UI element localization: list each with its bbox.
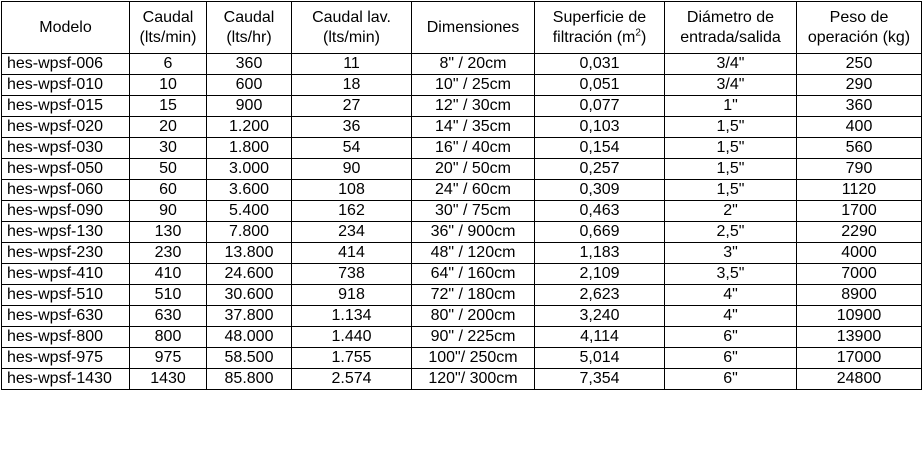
cell-superficie: 7,354 bbox=[535, 369, 665, 390]
cell-caudal-hr: 360 bbox=[207, 54, 292, 75]
cell-caudal-lav: 234 bbox=[292, 222, 412, 243]
header-row bbox=[2, 2, 922, 54]
cell-diametro: 2" bbox=[665, 201, 797, 222]
cell-superficie: 1,183 bbox=[535, 243, 665, 264]
cell-peso: 10900 bbox=[797, 306, 922, 327]
cell-caudal-hr: 37.800 bbox=[207, 306, 292, 327]
header-caudal-lav bbox=[292, 2, 412, 54]
cell-diametro: 2,5" bbox=[665, 222, 797, 243]
header-label: Diámetro de bbox=[686, 8, 775, 26]
cell-caudal-lav: 11 bbox=[292, 54, 412, 75]
header-unit-text: filtración (m bbox=[552, 28, 636, 46]
cell-caudal-min: 6 bbox=[130, 54, 207, 75]
cell-peso: 360 bbox=[797, 96, 922, 117]
cell-modelo: hes-wpsf-1430 bbox=[2, 369, 130, 390]
cell-dimensiones: 20" / 50cm bbox=[412, 159, 535, 180]
header-unit-superscript: 2 bbox=[635, 27, 641, 39]
cell-modelo: hes-wpsf-975 bbox=[2, 348, 130, 369]
cell-superficie: 0,463 bbox=[535, 201, 665, 222]
cell-modelo: hes-wpsf-010 bbox=[2, 75, 130, 96]
cell-caudal-lav: 54 bbox=[292, 138, 412, 159]
cell-caudal-lav: 1.755 bbox=[292, 348, 412, 369]
cell-peso: 2290 bbox=[797, 222, 922, 243]
header-label: Modelo bbox=[39, 18, 92, 36]
cell-modelo: hes-wpsf-410 bbox=[2, 264, 130, 285]
cell-superficie: 4,114 bbox=[535, 327, 665, 348]
table-body bbox=[2, 54, 922, 390]
cell-caudal-min: 15 bbox=[130, 96, 207, 117]
cell-caudal-hr: 600 bbox=[207, 75, 292, 96]
cell-dimensiones: 8" / 20cm bbox=[412, 54, 535, 75]
cell-caudal-min: 230 bbox=[130, 243, 207, 264]
cell-dimensiones: 12" / 30cm bbox=[412, 96, 535, 117]
cell-caudal-lav: 738 bbox=[292, 264, 412, 285]
header-unit: entrada/salida bbox=[680, 28, 781, 46]
cell-superficie: 0,669 bbox=[535, 222, 665, 243]
cell-superficie: 0,031 bbox=[535, 54, 665, 75]
cell-caudal-lav: 2.574 bbox=[292, 369, 412, 390]
table-row bbox=[2, 264, 922, 285]
cell-caudal-lav: 36 bbox=[292, 117, 412, 138]
header-diametro bbox=[665, 2, 797, 54]
cell-caudal-hr: 48.000 bbox=[207, 327, 292, 348]
header-unit-close: ) bbox=[640, 28, 647, 46]
cell-peso: 4000 bbox=[797, 243, 922, 264]
header-dimensiones bbox=[412, 2, 535, 54]
cell-caudal-lav: 90 bbox=[292, 159, 412, 180]
cell-diametro: 6" bbox=[665, 369, 797, 390]
header-modelo bbox=[2, 2, 130, 54]
cell-peso: 13900 bbox=[797, 327, 922, 348]
cell-caudal-min: 1430 bbox=[130, 369, 207, 390]
header-label: Superficie de bbox=[552, 8, 647, 26]
cell-superficie: 0,309 bbox=[535, 180, 665, 201]
table-row bbox=[2, 222, 922, 243]
cell-dimensiones: 72" / 180cm bbox=[412, 285, 535, 306]
cell-superficie: 0,154 bbox=[535, 138, 665, 159]
cell-peso: 8900 bbox=[797, 285, 922, 306]
cell-caudal-min: 60 bbox=[130, 180, 207, 201]
cell-peso: 24800 bbox=[797, 369, 922, 390]
cell-caudal-lav: 918 bbox=[292, 285, 412, 306]
cell-caudal-min: 630 bbox=[130, 306, 207, 327]
header-unit: (lts/hr) bbox=[226, 28, 272, 46]
cell-caudal-min: 50 bbox=[130, 159, 207, 180]
cell-caudal-min: 20 bbox=[130, 117, 207, 138]
cell-caudal-lav: 414 bbox=[292, 243, 412, 264]
cell-caudal-hr: 5.400 bbox=[207, 201, 292, 222]
cell-caudal-hr: 30.600 bbox=[207, 285, 292, 306]
cell-caudal-hr: 24.600 bbox=[207, 264, 292, 285]
cell-modelo: hes-wpsf-090 bbox=[2, 201, 130, 222]
cell-peso: 1120 bbox=[797, 180, 922, 201]
cell-dimensiones: 24" / 60cm bbox=[412, 180, 535, 201]
table-row bbox=[2, 306, 922, 327]
cell-dimensiones: 48" / 120cm bbox=[412, 243, 535, 264]
cell-modelo: hes-wpsf-230 bbox=[2, 243, 130, 264]
cell-diametro: 6" bbox=[665, 348, 797, 369]
table-row bbox=[2, 117, 922, 138]
cell-peso: 1700 bbox=[797, 201, 922, 222]
cell-caudal-min: 30 bbox=[130, 138, 207, 159]
cell-modelo: hes-wpsf-020 bbox=[2, 117, 130, 138]
cell-peso: 400 bbox=[797, 117, 922, 138]
table-row bbox=[2, 327, 922, 348]
cell-caudal-hr: 85.800 bbox=[207, 369, 292, 390]
cell-dimensiones: 30" / 75cm bbox=[412, 201, 535, 222]
table-row bbox=[2, 54, 922, 75]
cell-superficie: 2,109 bbox=[535, 264, 665, 285]
cell-peso: 290 bbox=[797, 75, 922, 96]
cell-modelo: hes-wpsf-006 bbox=[2, 54, 130, 75]
header-unit: (lts/min) bbox=[323, 28, 380, 46]
cell-modelo: hes-wpsf-015 bbox=[2, 96, 130, 117]
cell-diametro: 4" bbox=[665, 306, 797, 327]
cell-diametro: 3/4" bbox=[665, 75, 797, 96]
header-unit: (lts/min) bbox=[139, 28, 197, 46]
table-row bbox=[2, 201, 922, 222]
cell-caudal-hr: 1.200 bbox=[207, 117, 292, 138]
header-caudal-min bbox=[130, 2, 207, 54]
cell-caudal-hr: 13.800 bbox=[207, 243, 292, 264]
cell-dimensiones: 120"/ 300cm bbox=[412, 369, 535, 390]
cell-caudal-min: 410 bbox=[130, 264, 207, 285]
cell-superficie: 2,623 bbox=[535, 285, 665, 306]
header-unit bbox=[535, 28, 664, 48]
cell-peso: 7000 bbox=[797, 264, 922, 285]
cell-modelo: hes-wpsf-800 bbox=[2, 327, 130, 348]
cell-caudal-lav: 1.440 bbox=[292, 327, 412, 348]
cell-diametro: 1,5" bbox=[665, 117, 797, 138]
cell-caudal-min: 90 bbox=[130, 201, 207, 222]
cell-peso: 560 bbox=[797, 138, 922, 159]
cell-caudal-lav: 18 bbox=[292, 75, 412, 96]
cell-superficie: 0,257 bbox=[535, 159, 665, 180]
cell-peso: 790 bbox=[797, 159, 922, 180]
cell-caudal-lav: 108 bbox=[292, 180, 412, 201]
header-label: Dimensiones bbox=[426, 18, 520, 36]
cell-modelo: hes-wpsf-050 bbox=[2, 159, 130, 180]
cell-superficie: 0,103 bbox=[535, 117, 665, 138]
cell-diametro: 1,5" bbox=[665, 180, 797, 201]
cell-caudal-lav: 27 bbox=[292, 96, 412, 117]
header-unit: operación (kg) bbox=[807, 28, 911, 46]
header-peso bbox=[797, 2, 922, 54]
cell-superficie: 0,077 bbox=[535, 96, 665, 117]
header-caudal-hr bbox=[207, 2, 292, 54]
cell-caudal-hr: 3.600 bbox=[207, 180, 292, 201]
cell-diametro: 6" bbox=[665, 327, 797, 348]
cell-caudal-hr: 58.500 bbox=[207, 348, 292, 369]
cell-modelo: hes-wpsf-030 bbox=[2, 138, 130, 159]
table-row bbox=[2, 348, 922, 369]
cell-caudal-lav: 162 bbox=[292, 201, 412, 222]
cell-caudal-min: 510 bbox=[130, 285, 207, 306]
cell-superficie: 3,240 bbox=[535, 306, 665, 327]
header-label: Caudal bbox=[142, 8, 194, 26]
cell-caudal-hr: 7.800 bbox=[207, 222, 292, 243]
cell-modelo: hes-wpsf-510 bbox=[2, 285, 130, 306]
table-row bbox=[2, 75, 922, 96]
table-row bbox=[2, 96, 922, 117]
table-row bbox=[2, 285, 922, 306]
cell-superficie: 5,014 bbox=[535, 348, 665, 369]
cell-superficie: 0,051 bbox=[535, 75, 665, 96]
cell-diametro: 3" bbox=[665, 243, 797, 264]
cell-diametro: 3/4" bbox=[665, 54, 797, 75]
specs-table bbox=[1, 1, 922, 390]
cell-dimensiones: 90" / 225cm bbox=[412, 327, 535, 348]
cell-peso: 17000 bbox=[797, 348, 922, 369]
header-superficie bbox=[535, 2, 665, 54]
table-row bbox=[2, 138, 922, 159]
cell-diametro: 1,5" bbox=[665, 138, 797, 159]
cell-caudal-hr: 900 bbox=[207, 96, 292, 117]
cell-dimensiones: 36" / 900cm bbox=[412, 222, 535, 243]
table-row bbox=[2, 159, 922, 180]
cell-caudal-hr: 1.800 bbox=[207, 138, 292, 159]
table-row bbox=[2, 180, 922, 201]
cell-caudal-min: 975 bbox=[130, 348, 207, 369]
cell-peso: 250 bbox=[797, 54, 922, 75]
cell-dimensiones: 16" / 40cm bbox=[412, 138, 535, 159]
cell-dimensiones: 80" / 200cm bbox=[412, 306, 535, 327]
cell-caudal-min: 800 bbox=[130, 327, 207, 348]
cell-diametro: 3,5" bbox=[665, 264, 797, 285]
cell-diametro: 4" bbox=[665, 285, 797, 306]
cell-dimensiones: 14" / 35cm bbox=[412, 117, 535, 138]
header-label: Caudal bbox=[223, 8, 275, 26]
cell-dimensiones: 10" / 25cm bbox=[412, 75, 535, 96]
cell-caudal-min: 10 bbox=[130, 75, 207, 96]
cell-dimensiones: 64" / 160cm bbox=[412, 264, 535, 285]
cell-caudal-hr: 3.000 bbox=[207, 159, 292, 180]
cell-modelo: hes-wpsf-130 bbox=[2, 222, 130, 243]
cell-diametro: 1,5" bbox=[665, 159, 797, 180]
cell-caudal-lav: 1.134 bbox=[292, 306, 412, 327]
table-row bbox=[2, 243, 922, 264]
cell-caudal-min: 130 bbox=[130, 222, 207, 243]
table-row bbox=[2, 369, 922, 390]
header-label: Peso de bbox=[829, 8, 889, 26]
cell-modelo: hes-wpsf-060 bbox=[2, 180, 130, 201]
cell-diametro: 1" bbox=[665, 96, 797, 117]
header-label: Caudal lav. bbox=[312, 8, 391, 26]
cell-dimensiones: 100"/ 250cm bbox=[412, 348, 535, 369]
cell-modelo: hes-wpsf-630 bbox=[2, 306, 130, 327]
